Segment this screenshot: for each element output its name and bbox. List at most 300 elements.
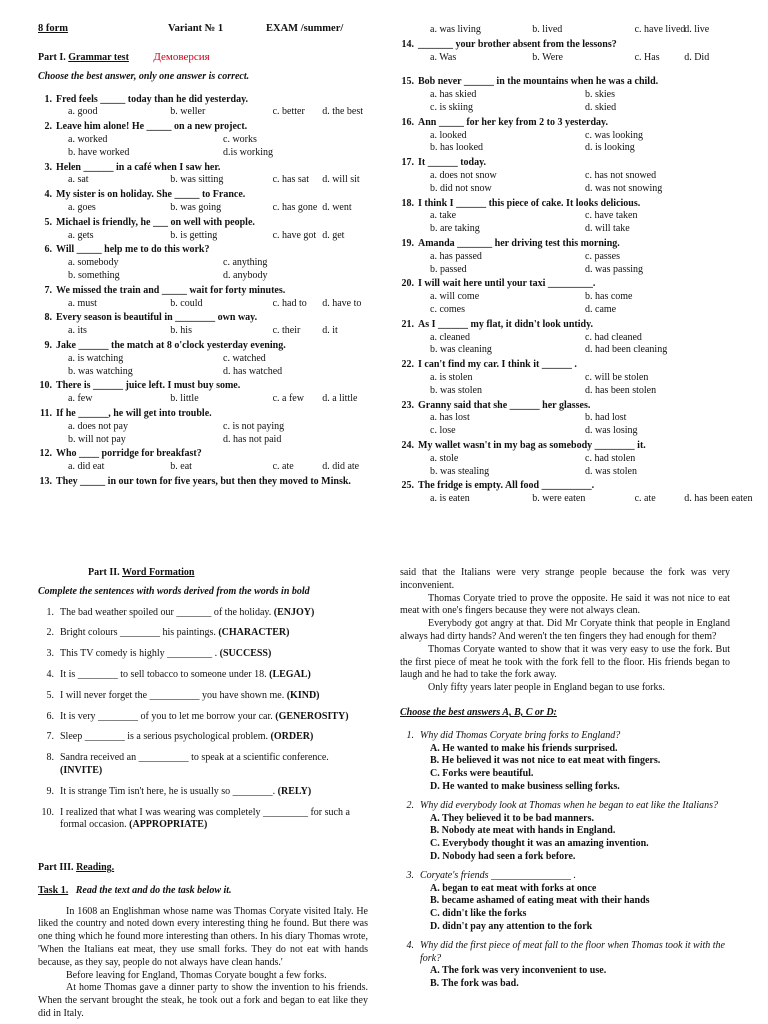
answer-option[interactable]: b. has looked (430, 142, 484, 154)
answer-option[interactable]: d. a little (322, 393, 358, 405)
part1-questions-left (38, 94, 378, 489)
question-item (38, 189, 378, 215)
answer-option[interactable]: d. did ate (322, 461, 360, 473)
question-item (38, 162, 378, 188)
answer-option[interactable]: a. does not pay (68, 420, 128, 432)
answer-option[interactable]: d. was not snowing (585, 182, 663, 194)
answer-option[interactable]: c. had stolen (585, 452, 636, 464)
answer-option[interactable]: c. have taken (585, 210, 638, 222)
question-number: 12. (39, 448, 52, 460)
answer-option[interactable]: b. skies (585, 89, 615, 101)
answer-option[interactable]: d. was stolen (585, 465, 637, 477)
answer-option[interactable]: d. went (322, 201, 352, 213)
answer-option[interactable]: a. somebody (68, 257, 119, 269)
answer-option[interactable]: c. will be stolen (585, 371, 649, 383)
question-item (38, 476, 378, 489)
answer-choice[interactable]: B. became ashamed of eating meat with their hands (430, 895, 650, 907)
answer-option[interactable]: a. did eat (68, 461, 105, 473)
question-number: 16. (401, 116, 414, 128)
question-stem (400, 440, 740, 453)
question-stem (38, 121, 378, 134)
root-word: (KIND) (286, 689, 320, 701)
question-number: 4. (44, 189, 52, 201)
reading-paragraph: Thomas Coryate tried to prove the opposite. He said it was not nice to eat meat with one's fingers because they were not always clean. (400, 592, 730, 617)
reading-question (400, 800, 730, 864)
question-item (400, 278, 740, 316)
answer-option[interactable]: b. little (170, 393, 199, 405)
answer-option[interactable]: a. was living (430, 24, 481, 35)
answer-option[interactable]: a. has lost (430, 412, 470, 424)
options-row (38, 106, 378, 119)
answer-option[interactable]: a. has skied (430, 89, 477, 101)
answer-option[interactable]: d. had been cleaning (585, 344, 668, 356)
question-stem (400, 39, 740, 52)
answer-option[interactable]: c. had to (272, 297, 307, 309)
item-sentence (60, 690, 320, 703)
question-number: 19. (401, 237, 414, 249)
answer-choice[interactable]: C. didn't like the forks (430, 908, 527, 920)
question-text: Who ____ porridge for breakfast? (56, 448, 202, 460)
answer-option[interactable]: c. a few (272, 393, 304, 405)
root-word: (ENJOY) (273, 606, 315, 618)
reading-right-column (400, 567, 730, 997)
item-sentence (60, 786, 311, 799)
question-stem (38, 217, 378, 230)
question-number: 10. (39, 380, 52, 392)
item-sentence (60, 807, 368, 833)
question-item (38, 448, 378, 474)
question-text: Why did Thomas Coryate bring forks to England? (420, 729, 621, 741)
answer-option[interactable]: d. has been stolen (585, 384, 657, 396)
answer-option[interactable]: c. works (223, 133, 257, 145)
answer-option[interactable]: a. must (68, 297, 97, 309)
options-row (38, 298, 378, 311)
answer-option[interactable]: b. Were (532, 51, 563, 63)
question-stem (400, 76, 740, 89)
question-item (400, 359, 740, 397)
question-number: 13. (39, 475, 52, 487)
word-formation-item (38, 627, 368, 640)
question-text: Will _____ help me to do this work? (56, 244, 210, 256)
question-text: Granny said that she ______ her glasses. (418, 399, 591, 411)
root-word: (RELY) (277, 785, 312, 797)
question-item (38, 94, 378, 120)
answer-option[interactable]: c. anything (223, 257, 268, 269)
word-formation-item (38, 786, 368, 799)
question-text: Every season is beautiful in ________ own way. (56, 312, 258, 324)
question-number: 17. (401, 157, 414, 169)
reading-paragraph: Only fifty years later people in England began to use forks. (428, 682, 665, 694)
answer-option[interactable]: d. will sit (322, 174, 360, 186)
answer-option[interactable]: d. is looking (585, 142, 635, 154)
answer-choice[interactable]: A. The fork was very inconvenient to use. (430, 965, 607, 977)
item-text: I will never forget the __________ you have shown me. (60, 689, 285, 701)
options-row (38, 461, 378, 474)
item-text: Sandra received an __________ to speak at a scientific conference. (60, 752, 329, 764)
question-text: It ______ today. (418, 157, 487, 169)
question-stem (400, 238, 740, 251)
question-text: Why did the first piece of meat fall to the floor when Thomas took it with the fork? (420, 939, 725, 964)
answer-option[interactable]: c. lose (430, 425, 456, 437)
answer-option[interactable]: d. live (684, 24, 710, 35)
question-text: If he ______, he will get into trouble. (56, 407, 212, 419)
answer-option[interactable]: a. gets (68, 229, 94, 241)
question-text: There is ______ juice left. I must buy some. (56, 380, 241, 392)
answer-option[interactable]: d. get (322, 229, 345, 241)
question-item (400, 238, 740, 276)
item-number: 10. (41, 806, 54, 818)
root-word: (GENEROSITY) (275, 710, 349, 722)
answer-option[interactable]: a. worked (68, 133, 108, 145)
question-text: They _____ in our town for five years, but then they moved to Minsk. (56, 475, 351, 487)
answer-option[interactable]: b. something (68, 269, 120, 281)
item-sentence (60, 669, 311, 682)
question-stem (400, 480, 740, 493)
answer-option[interactable]: c. have lived (634, 24, 686, 35)
answer-option[interactable]: b. was stealing (430, 465, 490, 477)
answer-option[interactable]: b. lived (532, 24, 563, 35)
word-formation-item (38, 669, 368, 682)
answer-option[interactable]: c. ate (634, 493, 656, 505)
answer-option[interactable]: b. is getting (170, 229, 218, 241)
answer-option[interactable]: c. was looking (585, 129, 644, 141)
answer-option[interactable]: b. his (170, 325, 192, 337)
question-number: 7. (44, 284, 52, 296)
question-item (400, 76, 740, 114)
question-number: 2. (44, 121, 52, 133)
question-item (38, 244, 378, 282)
answer-option[interactable]: c. has gone (272, 201, 318, 213)
reading-question-stem (400, 800, 730, 813)
item-number: 4. (46, 668, 54, 680)
options-row (400, 291, 740, 317)
answer-choice[interactable]: B. The fork was bad. (430, 978, 519, 990)
answer-option[interactable]: d. it (322, 325, 338, 337)
answer-option[interactable]: c. has not snowed (585, 169, 657, 181)
item-sentence (60, 648, 271, 661)
answer-option[interactable]: b. will not pay (68, 433, 126, 445)
answer-choice[interactable]: A. began to eat meat with forks at once (430, 882, 597, 894)
answer-option[interactable]: a. is watching (68, 352, 124, 364)
answer-option[interactable]: c. watched (223, 352, 266, 364)
options-row (38, 174, 378, 187)
answer-option[interactable]: d. the best (322, 106, 364, 118)
reading-question-stem (400, 940, 730, 966)
answer-option[interactable]: b. has come (585, 291, 633, 303)
answer-option[interactable]: b. was watching (68, 365, 133, 377)
reading-text-right (400, 567, 730, 695)
part2-instruction: Complete the sentences with words derived from the words in bold (38, 585, 310, 597)
answer-option[interactable]: a. cleaned (430, 331, 470, 343)
reading-question (400, 870, 730, 934)
answer-option[interactable]: b. was sitting (170, 174, 224, 186)
reading-text-left (38, 906, 368, 1021)
answer-option[interactable]: b. eat (170, 461, 192, 473)
reading-paragraph: In 1608 an Englishman whose name was Thomas Coryate visited Italy. He liked the country and noted down every interesting thing he found. But there was one thing which he found more interesting than others. In his diary Thomas wrote, 'When the Italians eat meat, they use small forks. They do not eat with hands because, as they say, people do not always have clean hands.' (38, 905, 368, 968)
answer-choice[interactable]: C. Everybody thought it was an amazing invention. (430, 838, 649, 850)
question-number: 9. (44, 339, 52, 351)
question-number: 6. (44, 244, 52, 256)
options-row (400, 332, 740, 358)
word-formation-item (38, 711, 368, 724)
question-stem (38, 476, 378, 489)
item-text: Bright colours ________ his paintings. (60, 627, 216, 639)
question-stem (400, 198, 740, 211)
options-row (400, 493, 753, 506)
question-text: I can't find my car. I think it ______ . (418, 359, 577, 371)
answer-option[interactable]: c. Has (634, 51, 660, 63)
answer-option[interactable]: b. was stolen (430, 384, 482, 396)
options-row (400, 251, 740, 277)
item-sentence (60, 752, 368, 778)
question-stem (400, 319, 740, 332)
question-text: The fridge is empty. All food __________. (418, 480, 595, 492)
answer-option[interactable]: b. could (170, 297, 203, 309)
exam-header (38, 22, 344, 35)
answer-option[interactable]: c. is skiing (430, 101, 474, 113)
reading-paragraph: Everybody got angry at that. Did Mr Coryate think that people in England always had dirty hands? And weren't the ten fingers they had enough for them? (400, 618, 730, 642)
spacer (400, 66, 740, 76)
answer-option[interactable]: a. is stolen (430, 371, 473, 383)
question-number: 23. (401, 399, 414, 411)
answer-option[interactable]: d. has not paid (223, 433, 282, 445)
reading-paragraph: Before leaving for England, Thomas Coryate bought a few forks. (66, 969, 327, 981)
answer-option[interactable]: a. does not snow (430, 169, 497, 181)
question-text: I think I ______ this piece of cake. It looks delicious. (418, 197, 641, 209)
reading-question (400, 940, 730, 991)
answer-option[interactable]: b. was going (170, 201, 222, 213)
part1-section (38, 50, 378, 491)
part2-section (38, 567, 368, 840)
answer-option[interactable]: d. skied (585, 101, 617, 113)
root-word: (INVITE) (60, 764, 103, 776)
options-row (400, 24, 740, 37)
options-row (38, 353, 378, 379)
question-text: Leave him alone! He _____ on a new project. (56, 121, 248, 133)
options-row (400, 130, 740, 156)
question-stem (38, 380, 378, 393)
answer-option[interactable]: a. is eaten (430, 493, 470, 505)
answer-option[interactable]: c. better (272, 106, 305, 118)
question-item (38, 408, 378, 446)
exam-label: EXAM /summer/ (266, 23, 344, 34)
question-number: 1. (406, 729, 414, 741)
options-row (38, 230, 378, 243)
answer-option[interactable]: d. was losing (585, 425, 638, 437)
answer-option[interactable]: d. came (585, 303, 617, 315)
question-item (400, 157, 740, 195)
answer-option[interactable]: d. has been eaten (684, 493, 753, 505)
question-text: I will wait here until your taxi _________. (418, 278, 596, 290)
answer-choice[interactable]: A. He wanted to make his friends surprised. (430, 742, 618, 754)
answer-option[interactable]: a. good (68, 106, 98, 118)
word-formation-item (38, 648, 368, 661)
answer-option[interactable]: b. are taking (430, 223, 480, 235)
answer-option[interactable]: a. take (430, 210, 457, 222)
answer-option[interactable]: b. had lost (585, 412, 627, 424)
word-formation-item (38, 752, 368, 778)
item-number: 2. (46, 627, 54, 639)
answer-option[interactable]: d. was passing (585, 263, 644, 275)
part1-title: Part I. Grammar test Демоверсия (38, 51, 210, 63)
answer-option[interactable]: c. have got (272, 229, 317, 241)
root-word: (CHARACTER) (218, 627, 290, 639)
part1-instruction: Choose the best answer, only one answer is correct. (38, 70, 250, 82)
answer-option[interactable]: c. is not paying (223, 420, 285, 432)
question-text: Amanda _______ her driving test this morning. (418, 237, 620, 249)
answer-option[interactable]: c. their (272, 325, 301, 337)
item-text: It is strange Tim isn't here, he is usually so ________. (60, 785, 276, 797)
options-row (38, 202, 378, 215)
answer-option[interactable]: a. goes (68, 201, 96, 213)
root-word: (APPROPRIATE) (129, 819, 208, 831)
question-stem (400, 400, 740, 413)
answer-choice[interactable]: B. Nobody ate meat with hands in England. (430, 825, 616, 837)
question-item (400, 400, 740, 438)
answer-option[interactable]: d. anybody (223, 269, 268, 281)
options-row (400, 453, 740, 479)
part3-title: Part III. Reading. (38, 862, 115, 873)
item-number: 6. (46, 710, 54, 722)
question-item (38, 340, 378, 378)
options-row (38, 257, 378, 283)
question-item (38, 285, 378, 311)
answer-choice[interactable]: D. Nobody had seen a fork before. (430, 850, 576, 862)
question-stem (400, 157, 740, 170)
item-text: Sleep ________ is a serious psychological problem. (60, 731, 269, 743)
task-heading: Task 1. Read the text and do the task below it. (38, 884, 232, 896)
item-text: This TV comedy is highly _________ . (60, 648, 218, 660)
question-item (38, 312, 378, 338)
word-formation-list (38, 607, 368, 833)
question-item (400, 319, 740, 357)
question-stem (38, 340, 378, 353)
item-text: It is very ________ of you to let me borrow your car. (60, 710, 273, 722)
answer-option[interactable]: a. Was (430, 51, 457, 63)
variant-label: Variant № 1 (168, 23, 224, 34)
question-item (38, 121, 378, 159)
question-item (38, 217, 378, 243)
options-row (400, 170, 740, 196)
answer-option[interactable]: b. was cleaning (430, 344, 492, 356)
root-word: (LEGAL) (269, 668, 311, 680)
answer-option[interactable]: c. ate (272, 461, 294, 473)
question-stem (38, 448, 378, 461)
question-stem (38, 94, 378, 107)
question-number: 22. (401, 359, 414, 371)
reading-paragraph: Thomas Coryate wanted to show that it was very easy to use the fork. But the first piece of meat he took with the fork fell to the floor. His friends began to laugh and he had to take the fork away. (400, 643, 730, 681)
word-formation-item (38, 731, 368, 744)
answer-choice[interactable]: B. He believed it was not nice to eat meat with fingers. (430, 755, 661, 767)
answer-option[interactable]: b. have worked (68, 146, 130, 158)
answer-option[interactable]: b. did not snow (430, 182, 492, 194)
item-sentence (60, 711, 349, 724)
question-text: My sister is on holiday. She _____ to France. (56, 189, 246, 201)
item-text: It is ________ to sell tobacco to someone under 18. (60, 668, 267, 680)
question-stem (38, 285, 378, 298)
answer-option[interactable]: b. were eaten (532, 493, 586, 505)
options-row (400, 89, 740, 115)
question-text: _______ your brother absent from the lessons? (418, 38, 617, 50)
answer-option[interactable]: c. passes (585, 250, 620, 262)
question-number: 24. (401, 439, 414, 451)
part1-questions-right (400, 24, 753, 508)
reading-instruction: Choose the best answers A, B, C or D: (400, 706, 557, 718)
options-row (400, 52, 740, 65)
options-row (38, 325, 378, 338)
answer-option[interactable]: a. sat (68, 174, 89, 186)
item-number: 5. (46, 689, 54, 701)
answer-option[interactable]: a. looked (430, 129, 467, 141)
form-label: 8 form (38, 23, 69, 34)
question-number: 3. (44, 161, 52, 173)
question-text: Coryate's friends ________________ . (420, 869, 577, 881)
question-item (400, 39, 740, 65)
answer-choice[interactable]: C. Forks were beautiful. (430, 768, 534, 780)
item-number: 3. (46, 648, 54, 660)
part3-section (38, 862, 368, 1021)
answer-option[interactable]: c. comes (430, 303, 465, 315)
answer-choice[interactable]: D. He wanted to make business selling forks. (430, 780, 620, 792)
item-number: 9. (46, 785, 54, 797)
answer-option[interactable]: d.is working (223, 146, 273, 158)
answer-option[interactable]: a. its (68, 325, 87, 337)
item-text: The bad weather spoiled our _______ of the holiday. (60, 606, 272, 618)
word-formation-item (38, 690, 368, 703)
answer-choice[interactable]: A. They believed it to be bad manners. (430, 812, 594, 824)
question-item (400, 480, 753, 506)
question-stem (38, 244, 378, 257)
answer-choice[interactable]: D. didn't pay any attention to the fork (430, 920, 593, 932)
answer-option[interactable]: b. passed (430, 263, 467, 275)
question-number: 25. (401, 480, 414, 492)
item-number: 1. (46, 606, 54, 618)
answer-option[interactable]: a. few (68, 393, 93, 405)
question-text: Bob never ______ in the mountains when he was a child. (418, 76, 659, 88)
item-text: I realized that what I was wearing was completely _________ for such a formal occasion. (60, 806, 350, 831)
answer-option[interactable]: a. has passed (430, 250, 482, 262)
question-stem (38, 189, 378, 202)
question-stem (400, 278, 740, 291)
question-number: 21. (401, 318, 414, 330)
question-item (400, 440, 740, 478)
question-number: 3. (406, 869, 414, 881)
question-number: 15. (401, 76, 414, 88)
answer-option[interactable]: b. weller (170, 106, 206, 118)
item-sentence (60, 731, 313, 744)
answer-option[interactable]: d. Did (684, 51, 710, 63)
item-number: 8. (46, 752, 54, 764)
answer-option[interactable]: d. will take (585, 223, 630, 235)
question-stem (38, 312, 378, 325)
question-text: Helen ______ in a café when I saw her. (56, 161, 221, 173)
question-text: We missed the train and _____ wait for forty minutes. (56, 284, 286, 296)
answer-option[interactable]: a. will come (430, 291, 480, 303)
answer-option[interactable]: c. has sat (272, 174, 309, 186)
reading-question (400, 730, 730, 794)
options-row (400, 210, 740, 236)
reading-questions (400, 730, 730, 991)
answer-option[interactable]: a. stole (430, 452, 459, 464)
question-text: As I ______ my flat, it didn't look untidy. (418, 318, 594, 330)
answer-option[interactable]: c. had cleaned (585, 331, 642, 343)
answer-option[interactable]: d. have to (322, 297, 362, 309)
options-row (38, 421, 378, 447)
reading-paragraph: said that the Italians were very strange people because the fork was very inconvenient. (400, 567, 730, 591)
answer-option[interactable]: d. has watched (223, 365, 283, 377)
item-number: 7. (46, 731, 54, 743)
word-formation-item (38, 607, 368, 620)
